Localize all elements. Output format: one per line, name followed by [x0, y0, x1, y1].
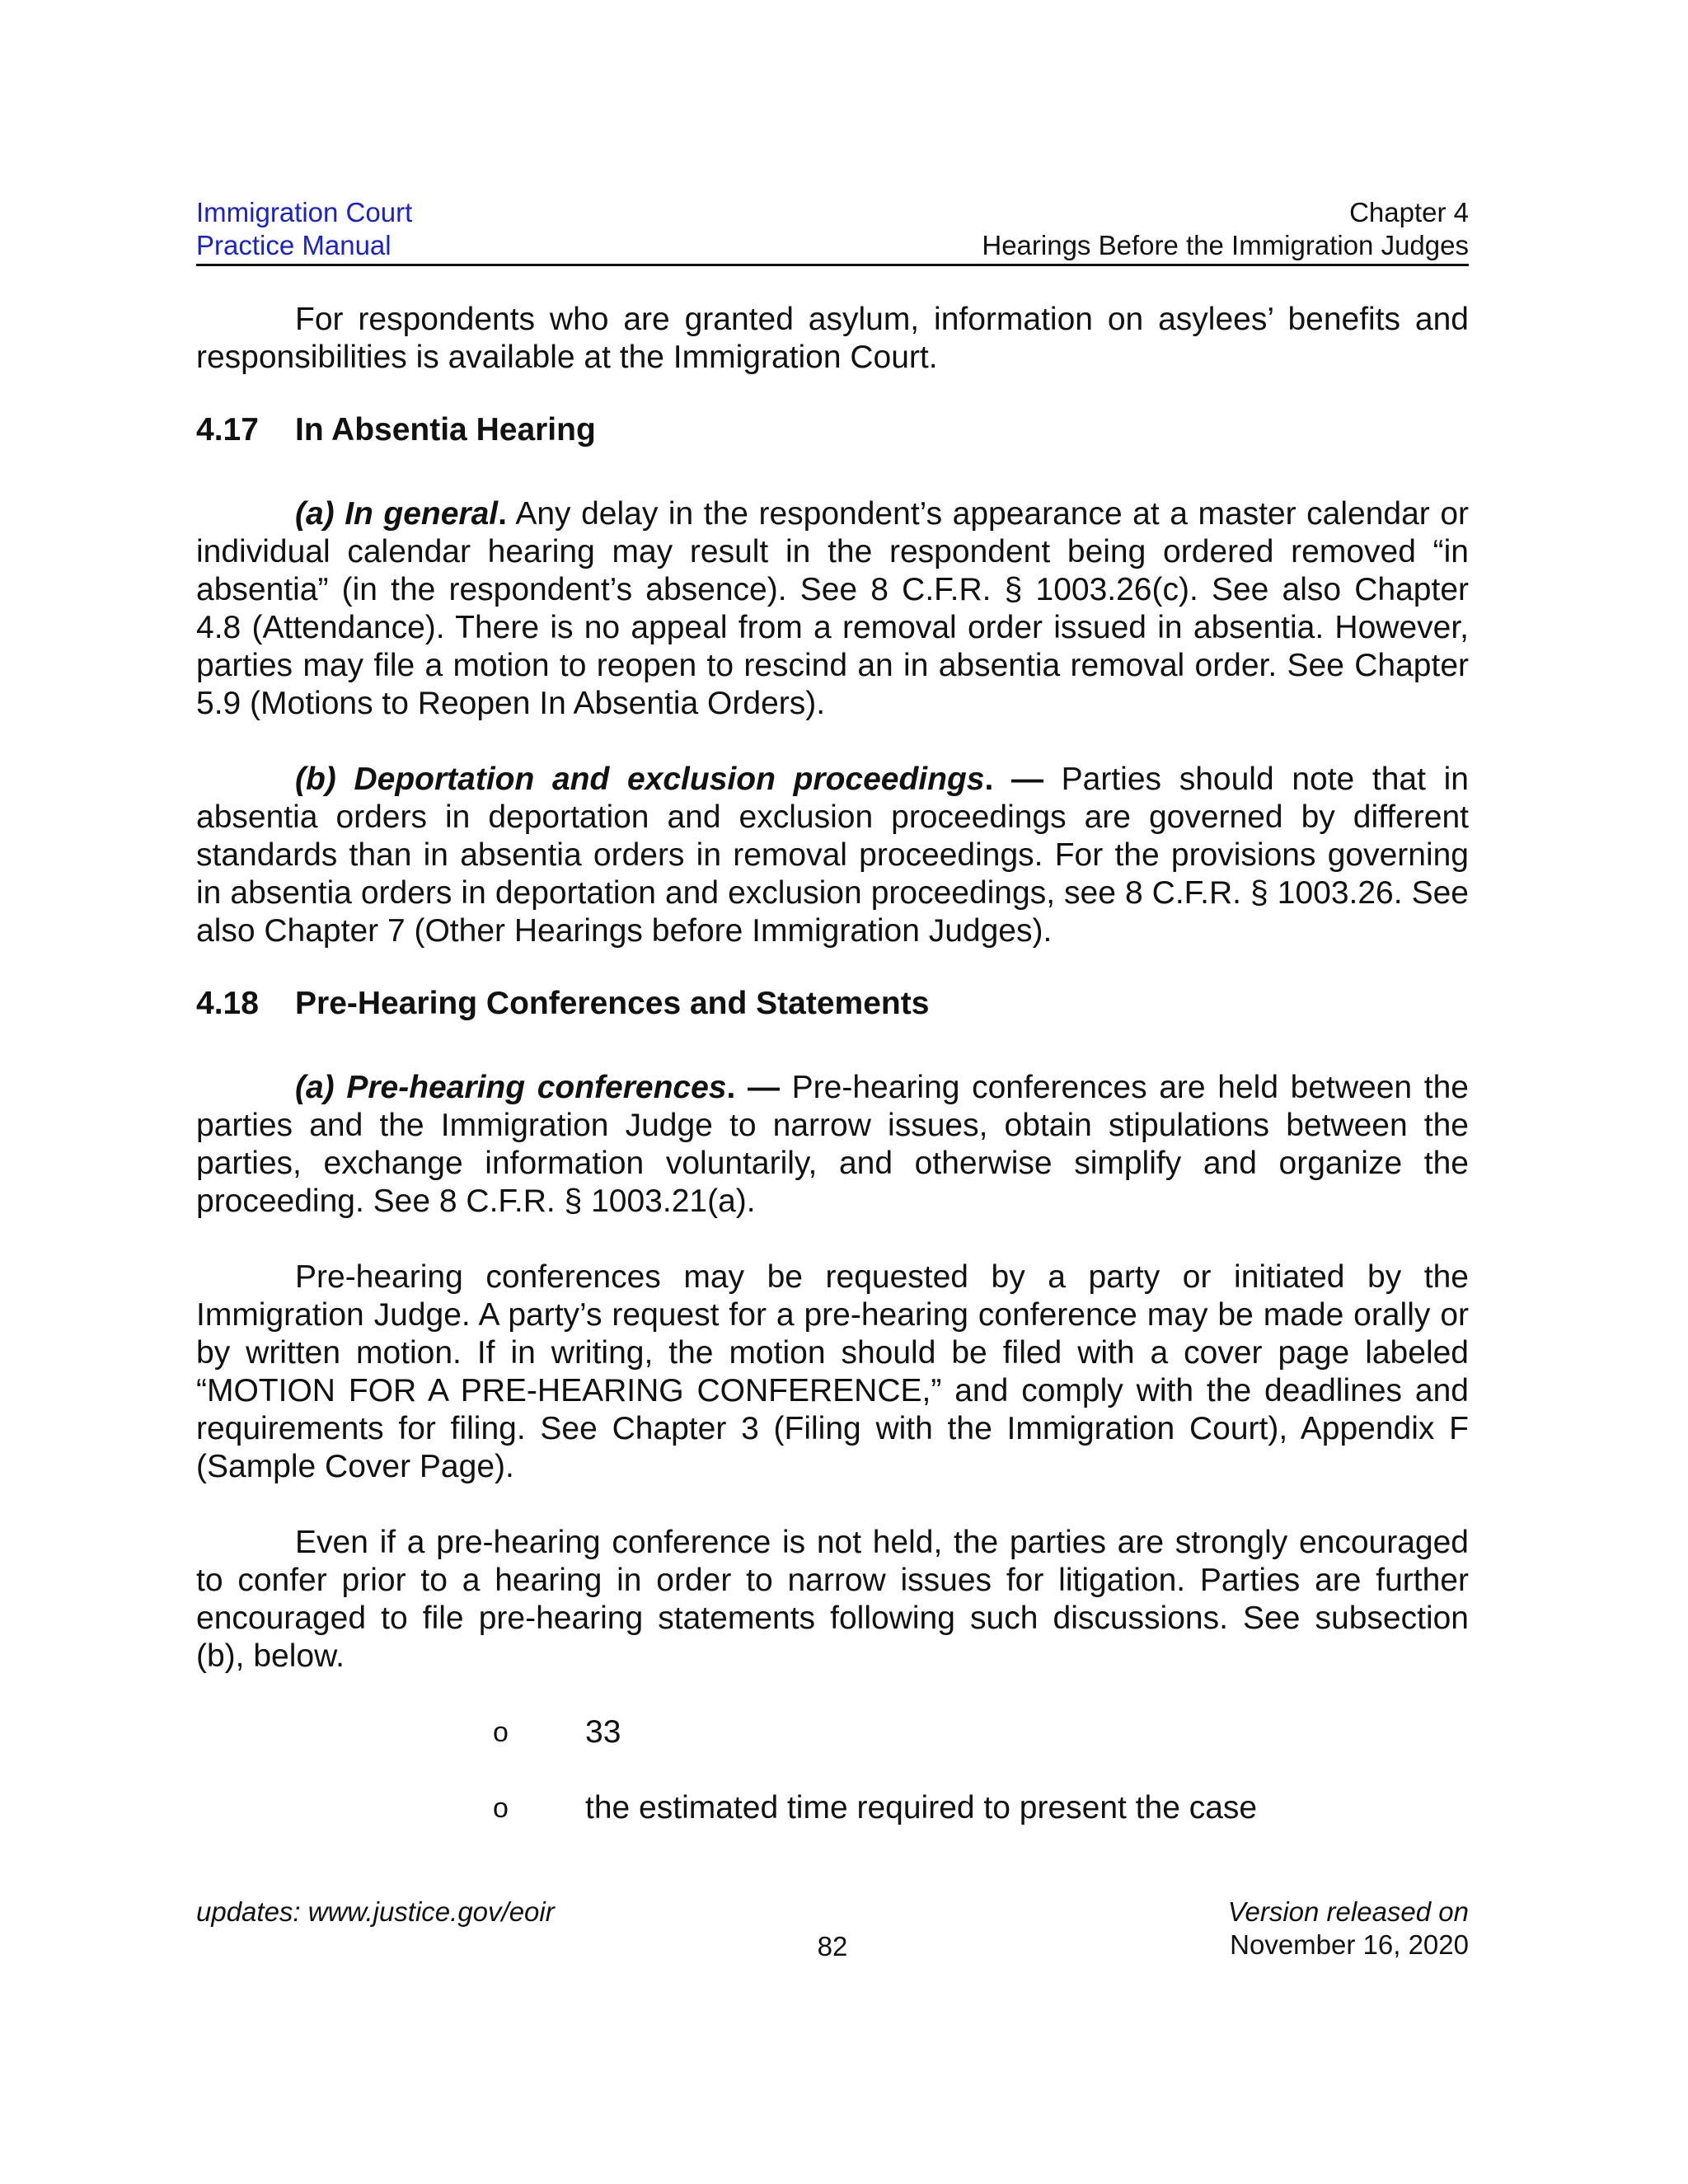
- bullet-text: 33: [585, 1714, 621, 1750]
- footer-page-number: 82: [817, 1931, 848, 1961]
- header-chapter-title: Hearings Before the Immigration Judges: [982, 230, 1469, 260]
- subsection-text: Parties should note that in absentia orders in deportation and exclusion proceedings are governed by different standards than in absentia orders in removal proceedings. For the provisions governing in absentia orders in deportation and exclusion proceedings, see 8 C.F.R. § 1003.26. See also Chapter 7 (Other Hearings before Immigration Judges).: [196, 762, 1469, 949]
- header-chapter-number: Chapter 4: [1349, 197, 1469, 227]
- footer-version: [1228, 1896, 1469, 1961]
- page-header: [196, 196, 1469, 266]
- header-right: [982, 196, 1469, 262]
- section-title: Pre-Hearing Conferences and Statements: [295, 986, 930, 1021]
- section-number: 4.17: [196, 412, 259, 448]
- bullet-mark: o: [493, 1793, 509, 1824]
- list-item: [196, 1789, 1469, 1827]
- section-heading-4-17: [196, 411, 1469, 449]
- paragraph-4-18-a: [196, 1069, 1469, 1221]
- subsection-dash: . —: [984, 762, 1043, 797]
- section-title: In Absentia Hearing: [295, 412, 596, 448]
- header-left: [196, 196, 412, 262]
- bullet-text: the estimated time required to present the case: [585, 1790, 1258, 1825]
- paragraph-4-17-b: [196, 761, 1469, 950]
- header-manual-title-line1: Immigration Court: [196, 197, 413, 227]
- section-number: 4.18: [196, 986, 259, 1021]
- paragraph-4-17-a: (a) In general. Any delay in the respondent’s appearance at a master calendar or individual calendar hearing may result in the respondent being ordered removed “in absentia” (in the respondent’s absence). See 8 C.F.R. § 1003.26(c). See also Chapter 4.8 (Attendance). There is no appeal from a removal order issued in absentia. However, parties may file a motion to reopen to rescind an in absentia removal order. See Chapter 5.9 (Motions to Reopen In Absentia Orders).: [196, 496, 1469, 721]
- section-heading-4-18: [196, 985, 1469, 1023]
- footer-updates-link: updates: www.justice.gov/eoir: [196, 1896, 555, 1927]
- subsection-text: Pre-hearing conferences are held between the parties and the Immigration Judge to narrow issues, obtain stipulations between the parties, exchange information voluntarily, and otherwise simplify and organize the proceeding. See 8 C.F.R. § 1003.21(a).: [196, 1070, 1469, 1219]
- footer-version-date: November 16, 2020: [1230, 1929, 1469, 1960]
- subsection-text: Any delay in the respondent’s appearance at a master calendar or individual calendar hearing may result in the respondent being ordered removed “in absentia” (in the respondent’s absence). See 8 C.F.R. § 1003.26(c). See also Chapter 4.8 (Attendance). There is no appeal from a removal order issued in absentia. However, parties may file a motion to reopen to rescind an in absentia removal order. See Chapter 5.9 (Motions to Reopen In Absentia Orders).: [196, 496, 1469, 721]
- intro-paragraph: For respondents who are granted asylum, information on asylees’ benefits and responsibilities is available at the Immigration Court.: [196, 302, 1469, 375]
- paragraph-4-18-a-3: Even if a pre-hearing conference is not held, the parties are strongly encouraged to confer prior to a hearing in order to narrow issues for litigation. Parties are further encouraged to file pre-hearing statements following such discussions. See subsection (b), below.: [196, 1525, 1469, 1674]
- subsection-label: (a) In general: [295, 496, 499, 532]
- bullet-mark: o: [493, 1717, 509, 1748]
- subsection-label: (b) Deportation and exclusion proceedings: [295, 762, 985, 797]
- list-item: [196, 1713, 1469, 1751]
- subsection-dash: . —: [726, 1070, 780, 1105]
- paragraph-4-18-a-2: Pre-hearing conferences may be requested by a party or initiated by the Immigration Judge. A party’s request for a pre-hearing conference may be made orally or by written motion. If in writing, the motion should be filed with a cover page labeled “MOTION FOR A PRE-HEARING CONFERENCE,” and comply with the deadlines and requirements for filing. See Chapter 3 (Filing with the Immigration Court), Appendix F (Sample Cover Page).: [196, 1259, 1469, 1484]
- subsection-label: (a) Pre-hearing conferences: [295, 1070, 727, 1105]
- footer-version-label: Version released on: [1227, 1896, 1469, 1927]
- document-page: [196, 196, 1469, 1827]
- header-manual-title-line2: Practice Manual: [196, 230, 392, 260]
